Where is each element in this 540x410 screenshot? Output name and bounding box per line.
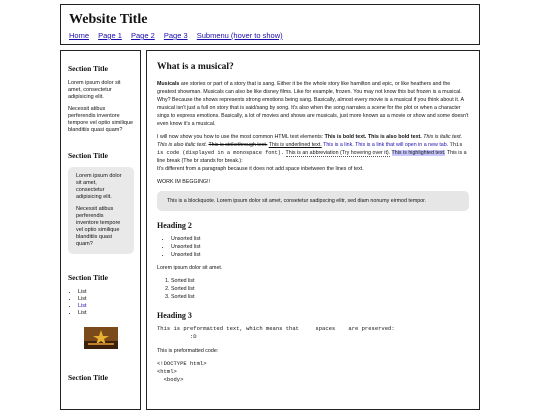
- sidebar-thumbnail-image: [84, 327, 118, 349]
- code-line: <html>: [157, 368, 177, 375]
- nav-page-1[interactable]: Page 1: [98, 31, 122, 40]
- bold-text: Musicals: [157, 81, 180, 87]
- line-break-text: This is a line break (The br stands for break.):: [157, 150, 467, 164]
- paragraph-text: are stories or part of a story that is sang. Either it be the whole story like hamilton and epic, or like heathers and the greatest showman. Musicals can also be like disney films. Like for example, frozen. You may not know this but frozen is a musical. Why? Because the shows represents strong emotions being sang. Basically, almost every movie is a musical if you think about it. A musical isn't just a full on story that is said/sang by song. It's also when the song narrates a scene for the plot or when a character sings to express emotions. Basically, a lot of movies and shows are musicals, just more known as a movie or show and some doesn't even know it's a musical.: [157, 81, 469, 127]
- unsorted-list: [157, 235, 469, 259]
- sidebar: [60, 50, 141, 410]
- site-title: Website Title: [69, 12, 148, 27]
- paragraph-text: It's different from a paragraph because it does not add space inbetween the lines of text.: [157, 166, 364, 172]
- underlined-text: This is underlined text.: [268, 142, 322, 148]
- list-item: • List: [78, 310, 134, 317]
- italic-text: This is italic text.: [423, 134, 463, 140]
- list-item: • Unsorted list: [171, 243, 469, 251]
- main-content: [146, 50, 480, 410]
- list-item: • List: [78, 289, 134, 296]
- sidebar-text: Necessit atibus perferendis inventore tempore vel optio similique blanditiis quasi quam?: [68, 106, 134, 133]
- list-item: 2. Sorted list: [171, 285, 469, 293]
- list-item: 1. Sorted list: [171, 277, 469, 285]
- heading-3: Heading 3: [157, 311, 192, 320]
- sidebar-text-box: [68, 167, 134, 254]
- new-tab-link[interactable]: This is a link that will open in a new tab.: [355, 142, 449, 148]
- site-header: [60, 4, 480, 45]
- sidebar-text: Lorem ipsum dolor sit amet, consectetur adipisicing elit.: [76, 173, 122, 200]
- highlighted-text: This is highlighted text.: [391, 150, 446, 156]
- nav-submenu[interactable]: Submenu (hover to show): [196, 31, 283, 40]
- list-item: [78, 303, 134, 310]
- page-heading: What is a musical?: [157, 62, 234, 72]
- sorted-list: [157, 277, 469, 301]
- paragraph-text: I will now show you how to use the most common HTML text elements:: [157, 134, 325, 140]
- code-block: [157, 360, 469, 384]
- plain-text: WORK IM BEGGING!!: [157, 179, 210, 185]
- list-item: • Unsorted list: [171, 251, 469, 259]
- nav-page-3[interactable]: Page 3: [163, 31, 188, 40]
- bold-text: This is also bold text.: [367, 134, 422, 140]
- heading-2: Heading 2: [157, 221, 192, 230]
- plain-text: Lorem ipsum dolor sit amet.: [157, 265, 223, 271]
- main-nav: [69, 31, 471, 40]
- elements-paragraph: [157, 133, 469, 173]
- list-item: • List: [78, 296, 134, 303]
- bold-text: This is bold text.: [324, 134, 367, 140]
- blockquote: This is a blockquote. Lorem ipsum dolor sit amet, consetetur sadipscing elitr, sed diam nonumy eirmod tempor.: [157, 191, 469, 211]
- intro-paragraph: [157, 80, 469, 128]
- plain-text: This is preformatted code:: [157, 348, 219, 354]
- list-link[interactable]: List: [78, 303, 87, 309]
- sidebar-section-title: Section Title: [68, 64, 108, 73]
- link[interactable]: This is a link.: [323, 142, 354, 148]
- sidebar-section-title: Section Title: [68, 151, 108, 160]
- code-line: <!DOCTYPE html>: [157, 360, 207, 367]
- strikethrough-text: This is strikethrough text.: [208, 142, 268, 148]
- sidebar-section-title: Section Title: [68, 373, 108, 382]
- nav-home[interactable]: Home: [69, 31, 90, 40]
- sidebar-section-title: Section Title: [68, 273, 108, 282]
- nav-page-2[interactable]: Page 2: [130, 31, 155, 40]
- list-item: • Unsorted list: [171, 235, 469, 243]
- sidebar-text: Necessit atibus perferendis inventore tempore vel optio similique blanditiis quasi quam?: [76, 206, 121, 247]
- list-item: 3. Sorted list: [171, 293, 469, 301]
- abbreviation[interactable]: This is an abbreviation (Try hovering over it).: [285, 150, 391, 156]
- sidebar-text: Lorem ipsum dolor sit amet, consectetur adipisicing elit.: [68, 80, 121, 100]
- code-text: This is code (displayed in a monospace font).: [157, 142, 463, 156]
- preformatted-text: This is preformatted text, which means that spaces are preserved: :D: [157, 325, 395, 340]
- italic-text: This is also italic text.: [157, 142, 208, 148]
- sidebar-list: [68, 289, 134, 317]
- code-line: <body>: [157, 376, 184, 383]
